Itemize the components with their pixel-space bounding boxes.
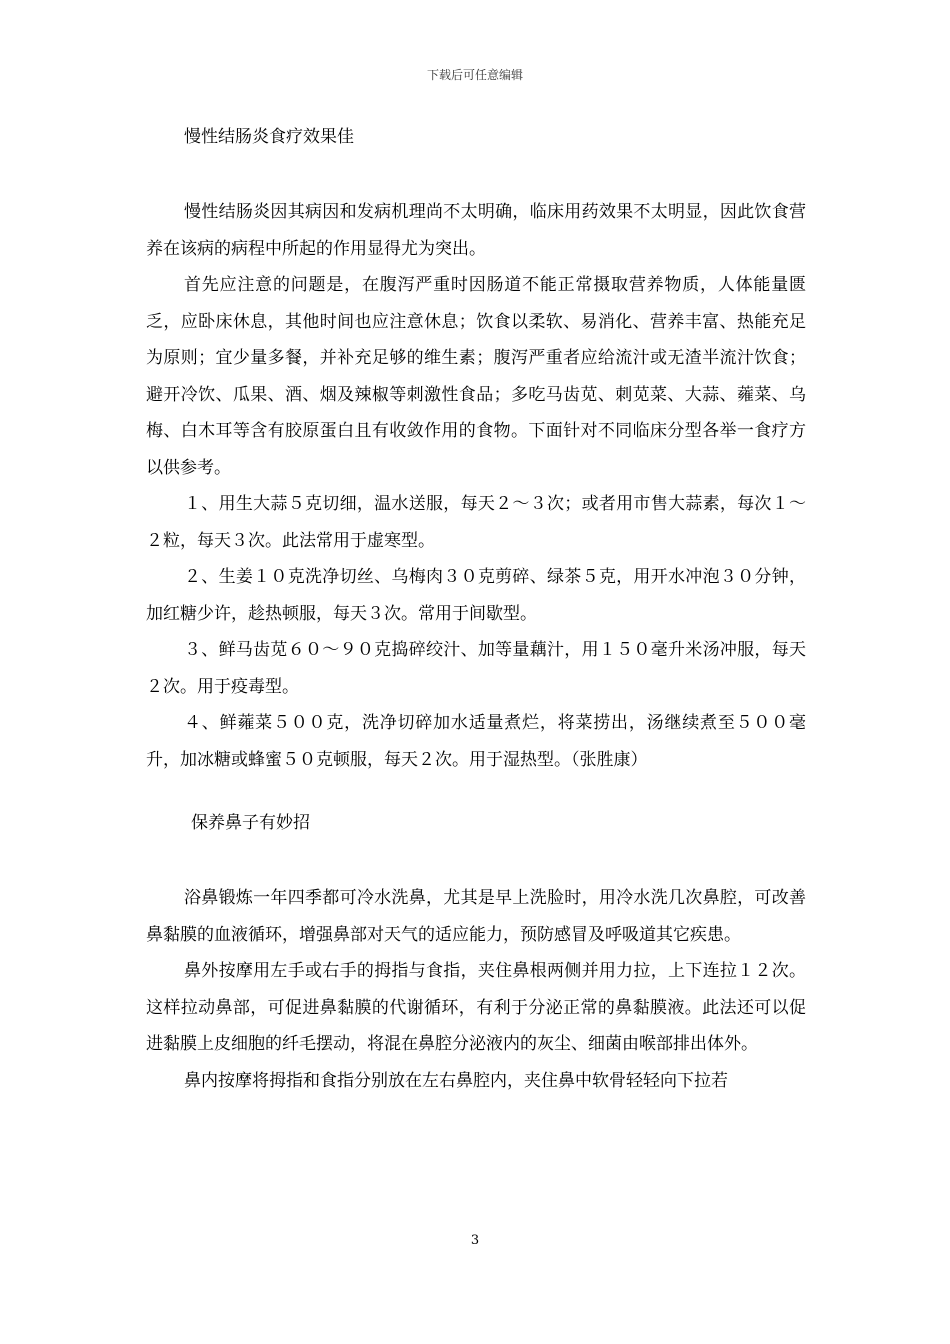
article-section [146,804,806,1099]
page-number: 3 [470,1233,480,1248]
paragraph: 慢性结肠炎因其病因和发病机理尚不太明确，临床用药效果不太明显，因此饮食营养在该病的病程中所起的作用显得尤为突出。 [146,202,806,259]
spacer [146,156,806,194]
article-title: 慢性结肠炎食疗效果佳 [184,127,354,147]
paragraph: 首先应注意的问题是，在腹泻严重时因肠道不能正常摄取营养物质，人体能量匮乏，应卧床休息，其他时间也应注意休息；饮食以柔软、易消化、营养丰富、热能充足为原则；宜少量多餐，并补充足够的维生素；腹泻严重者应给流汁或无渣半流汁饮食；避开冷饮、瓜果、酒、烟及辣椒等刺激性食品；多吃马齿苋、刺苋菜、大蒜、蕹菜、乌梅、白木耳等含有胶原蛋白且有收敛作用的食物。下面针对不同临床分型各举一食疗方以供参考。 [146,275,806,478]
paragraph: ３、鲜马齿苋６０～９０克捣碎绞汁、加等量藕汁，用１５０毫升米汤冲服，每天２次。用于疫毒型。 [146,640,806,697]
article-title: 保养鼻子有妙招 [191,813,310,833]
document-body [146,118,806,1099]
spacer [146,842,806,880]
paragraph: 浴鼻锻炼一年四季都可冷水洗鼻，尤其是早上洗脸时，用冷水洗几次鼻腔，可改善鼻黏膜的血液循环，增强鼻部对天气的适应能力，预防感冒及呼吸道其它疾患。 [146,888,806,945]
paragraph: ４、鲜蕹菜５００克，洗净切碎加水适量煮烂，将菜捞出，汤继续煮至５００毫升，加冰糖或蜂蜜５０克顿服，每天２次。用于湿热型。（张胜康） [146,713,806,770]
paragraph: 鼻内按摩将拇指和食指分别放在左右鼻腔内，夹住鼻中软骨轻轻向下拉若 [184,1070,728,1091]
page-header: 下载后可任意编辑 [426,68,523,82]
paragraph: １、用生大蒜５克切细，温水送服，每天２～３次；或者用市售大蒜素，每次１～２粒，每天３次。此法常用于虚寒型。 [146,494,806,551]
paragraph: ２、生姜１０克洗净切丝、乌梅肉３０克剪碎、绿茶５克，用开水冲泡３０分钟，加红糖少许，趁热顿服，每天３次。常用于间歇型。 [146,567,806,624]
paragraph: 鼻外按摩用左手或右手的拇指与食指，夹住鼻根两侧并用力拉，上下连拉１２次。这样拉动鼻部，可促进鼻黏膜的代谢循环，有利于分泌正常的鼻黏膜液。此法还可以促进黏膜上皮细胞的纤毛摆动，将混在鼻腔分泌液内的灰尘、细菌由喉部排出体外。 [146,961,806,1054]
